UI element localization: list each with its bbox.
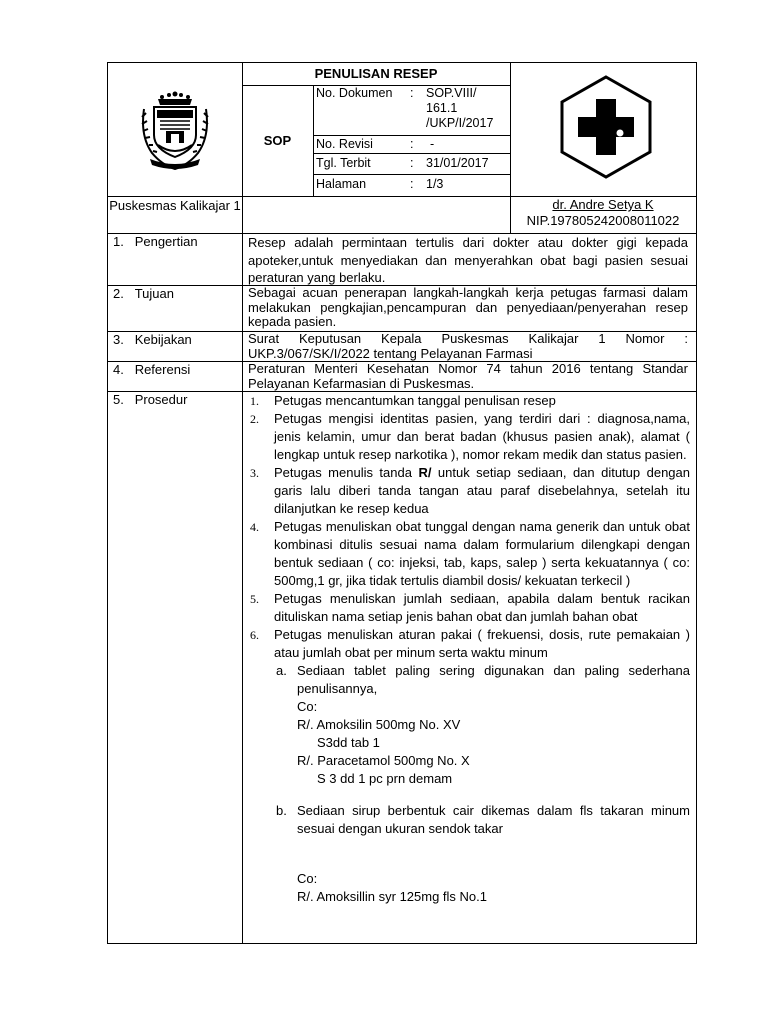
signer-name: dr. Andre Setya K bbox=[552, 197, 654, 212]
prescription-line: R/. Amoksilin 500mg No. XV bbox=[297, 717, 461, 732]
section-4-text: Peraturan Menteri Kesehatan Nomor 74 tahun 2016 tentang Standar Pelayanan Kefarmasian di Puskesmas. bbox=[248, 361, 688, 391]
health-cross-icon bbox=[558, 75, 654, 179]
example-label: Co: bbox=[297, 699, 318, 714]
section-1-label: 1. Pengertian bbox=[113, 234, 198, 249]
section-2-text: Sebagai acuan penerapan langkah-langkah kerja petugas farmasi dalam melakukan pengkajian,pencampuran dan penyediaan/penyerahan resep kepada pasien. bbox=[248, 285, 688, 329]
col-divider-body bbox=[242, 233, 243, 944]
procedure-step: 2. Petugas mengisi identitas pasien, yang terdiri dari : diagnosa,nama, jenis kelamin, umur dan berat badan (khusus pasien anak), alamat ( lengkap untuk resep narkotika ), nomor rekam medik dan status pasien. bbox=[250, 411, 690, 462]
sub-item-b: b. Sediaan sirup berbentuk cair dikemas dalam fls takaran minum sesuai dengan ukuran sendok takar bbox=[276, 803, 690, 836]
sop-label: SOP bbox=[263, 133, 292, 148]
meta-divider-1 bbox=[313, 135, 510, 136]
meta-value-dokumen: SOP.VIII/ 161.1 /UKP/I/2017 bbox=[426, 86, 494, 130]
example-label: Co: bbox=[297, 871, 318, 886]
meta-divider-2 bbox=[313, 153, 510, 154]
meta-label-halaman: Halaman bbox=[316, 177, 367, 191]
meta-value-terbit: 31/01/2017 bbox=[426, 156, 489, 170]
procedure-step: 3. Petugas menulis tanda R/ untuk setiap sediaan, dan ditutup dengan garis lalu diberi tanda tangan atau paraf disebelahnya, setelah itu dilanjutkan ke resep kedua bbox=[250, 465, 690, 516]
prescription-line: R/. Paracetamol 500mg No. X bbox=[297, 753, 470, 768]
meta-value-halaman: 1/3 bbox=[426, 177, 444, 191]
signer-block bbox=[510, 197, 696, 229]
procedure-step: 5. Petugas menuliskan jumlah sediaan, apabila dalam bentuk racikan dituliskan nama setiap jenis bahan obat dan jumlah bahan obat bbox=[250, 591, 690, 624]
document-title: PENULISAN RESEP bbox=[314, 66, 438, 81]
procedure-list bbox=[246, 392, 690, 906]
meta-colon: : bbox=[410, 177, 414, 191]
section-4-label: 4. Referensi bbox=[113, 362, 191, 377]
organization-name: Puskesmas Kalikajar 1 bbox=[109, 198, 241, 213]
meta-divider-3 bbox=[313, 174, 510, 175]
signa-line: S3dd tab 1 bbox=[317, 735, 380, 750]
sub-item-a: a. Sediaan tablet paling sering digunakan dan paling sederhana penulisannya, bbox=[276, 663, 690, 696]
meta-colon: : bbox=[410, 137, 414, 151]
section-2-label: 2. Tujuan bbox=[113, 286, 174, 301]
regency-emblem-icon bbox=[136, 91, 214, 173]
section-3-text: Surat Keputusan Kepala Puskesmas Kalikajar 1 Nomor : UKP.3/067/SK/I/2022 tentang Pelayanan Farmasi bbox=[248, 331, 688, 361]
meta-label-revisi: No. Revisi bbox=[316, 137, 373, 151]
meta-colon: : bbox=[410, 156, 414, 170]
meta-label-terbit: Tgl. Terbit bbox=[316, 156, 371, 170]
col-divider-meta bbox=[313, 85, 314, 196]
section-1-text: Resep adalah permintaan tertulis dari dokter atau dokter gigi kepada apoteker,untuk menyediakan dan menyerahkan obat bagi pasien sesuai peraturan yang berlaku. bbox=[248, 235, 688, 285]
meta-value-revisi: - bbox=[430, 137, 435, 151]
procedure-step: 6. Petugas menuliskan aturan pakai ( frekuensi, dosis, rute pemakaian ) atau jumlah obat per minum serta waktu minum bbox=[250, 627, 690, 660]
sop-document bbox=[107, 62, 697, 944]
meta-colon: : bbox=[410, 86, 414, 100]
section-3-label: 3. Kebijakan bbox=[113, 332, 192, 347]
section-5-label: 5. Prosedur bbox=[113, 392, 188, 407]
procedure-step: 1. Petugas mencantumkan tanggal penulisan resep bbox=[250, 393, 556, 408]
procedure-step: 4. Petugas menuliskan obat tunggal dengan nama generik dan untuk obat kombinasi ditulis sesuai nama dalam formularium dilengkapi dengan bentuk sediaan ( co: injeksi, tab, kaps, salep ) serta kekuatannya ( co: 500mg,1 gr, jika tidak tertulis diambil dosis/ kekuatan terkecil ) bbox=[250, 519, 690, 588]
meta-label-dokumen: No. Dokumen bbox=[316, 86, 393, 100]
prescription-line: R/. Amoksillin syr 125mg fls No.1 bbox=[297, 889, 488, 904]
signa-line: S 3 dd 1 pc prn demam bbox=[317, 771, 453, 786]
signer-nip: NIP.197805242008011022 bbox=[526, 213, 680, 228]
